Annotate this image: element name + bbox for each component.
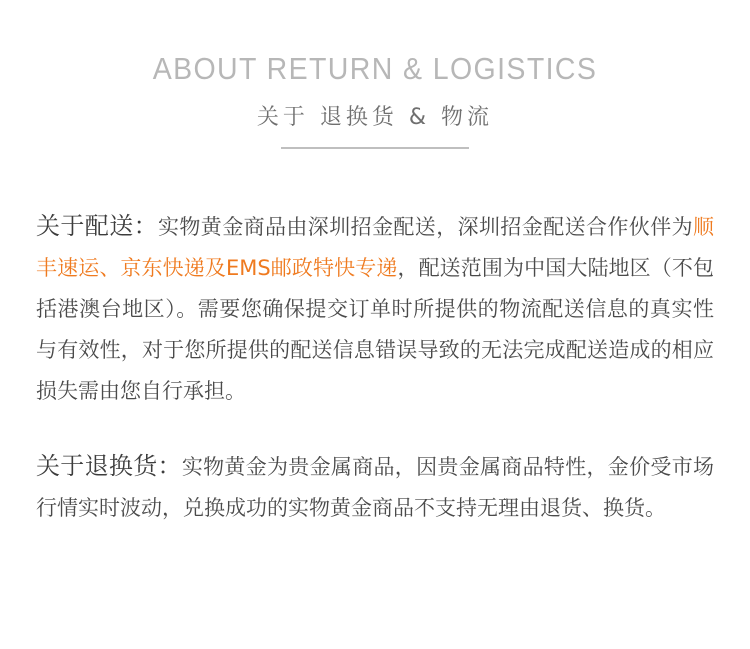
section-shipping-part-1-highlight: 顺丰速运、京东快递及EMS邮政特快专递 xyxy=(36,215,714,281)
page-title-chinese: 关于 退换货 & 物流 xyxy=(256,105,494,131)
section-shipping-part-2: ，配送范围为中国大陆地区（不包括港澳台地区）。需要您确保提交订单时所提供的物流配送信息的真实性与有效性，对于您所提供的配送信息错误导致的无法完成配送造成的相应损失需由您自行承担。 xyxy=(36,256,714,404)
section-returns-part-0: 实物黄金为贵金属商品，因贵金属商品特性，金价受市场行情实时波动，兑换成功的实物黄金商品不支持无理由退货、换货。 xyxy=(36,455,715,521)
section-shipping-lead: 关于配送： xyxy=(36,212,158,241)
page-title-english: ABOUT RETURN & LOGISTICS xyxy=(152,51,598,86)
paragraph-returns xyxy=(36,446,714,529)
section-shipping xyxy=(36,206,714,412)
page-header xyxy=(0,0,750,149)
paragraph-shipping xyxy=(36,206,714,412)
section-returns xyxy=(36,446,714,529)
section-shipping-part-0: 实物黄金商品由深圳招金配送，深圳招金配送合作伙伴为 xyxy=(158,215,693,240)
section-returns-lead: 关于退换货： xyxy=(36,452,182,481)
page-content xyxy=(0,149,750,529)
